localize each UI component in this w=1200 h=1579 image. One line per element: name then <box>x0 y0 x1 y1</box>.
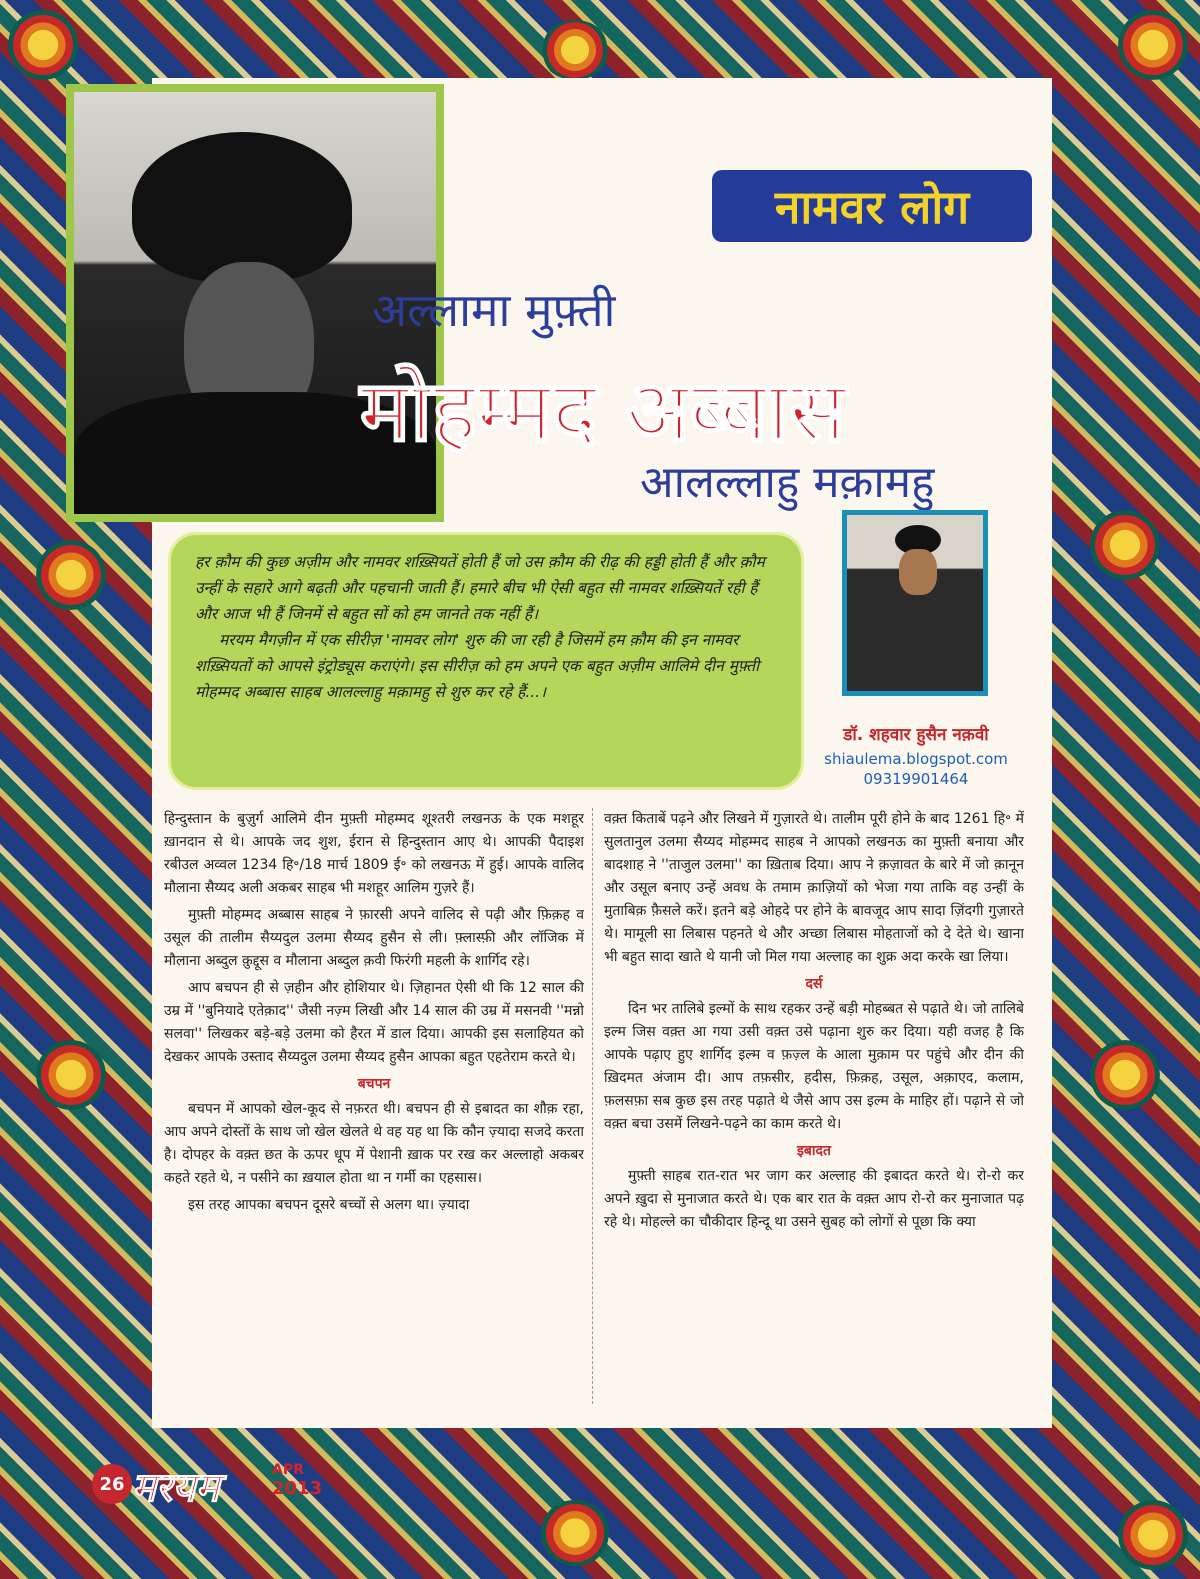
section-heading: दर्स <box>805 976 823 992</box>
author-phone: 09319901464 <box>863 770 969 788</box>
body-paragraph: दिन भर तालिबे इल्मों के साथ रहकर उन्हें बड़ी मोहब्बत से पढ़ाते थे। जो तालिबे इल्म जिस वक़्त आ गया उसी वक़्त उसे पढ़ाना शुरु कर दिया। यही वजह है कि आपके पढ़ाए हुए शार्गिद इल्म व फ़ज़्ल के आला मुक़ाम पर पहुंचे और दीन की ख़िदमत अंजाम दी। आप तफ़सीर, हदीस, फ़िक़ह, उसूल, अक़ाएद, कलाम, फ़लसफ़ा सब कुछ इस तरह पढ़ाते थे जैसे आप उस इल्म के माहिर हों। पढ़ाने से जो वक़्त बचा उसमें लिखने-पढ़ने का काम करते थे। <box>604 1001 1024 1132</box>
series-banner: नामवर लोग <box>712 170 1032 242</box>
border-flower-motif <box>1118 1500 1188 1570</box>
border-flower-motif <box>1090 510 1160 580</box>
body-paragraph: वक़्त किताबें पढ़ने और लिखने में गुज़ारते थे। तालीम पूरी होने के बाद 1261 हि॰ में सुलतानुल उलमा सैय्यद मोहम्मद साहब ने आपको लखनऊ का मुफ़्ती बनाया और बादशाह ने ''ताजुल उलमा'' का ख़िताब दिया। आप ने क़ज़ावत के बारे में जो क़ानून और उसूल बनाए उन्हें अवध के तमाम क़ाज़ियों को भेजा गया ताकि वह उन्हीं के मुताबिक़ फ़ैसले करें। इतने बड़े ओहदे पर होने के बावजूद आप सादा ज़िंदगी गुज़ारते थे। मामूली सा लिबास पहनते थे और अच्छा लिबास मोहताजों को दे देते थे। खाना भी बहुत सादा खाते थे यानी जो मिल गया अल्लाह का शुक्र अदा करके खा लिया। <box>604 811 1024 965</box>
author-name: डॉ. शहवार हुसैन नक़वी <box>843 725 989 745</box>
article-title: मोहम्मद अब्बास <box>360 362 847 460</box>
section-heading: बचपन <box>357 1076 391 1092</box>
border-flower-motif <box>540 20 610 80</box>
title-prefix: अल्लामा मुफ़्ती <box>372 283 616 337</box>
body-column-left <box>164 808 584 1408</box>
body-paragraph: हिन्दुस्तान के बुज़ुर्ग आलिमे दीन मुफ़्ती मोहम्मद शूश्तरी लखनऊ के एक मशहूर ख़ानदान से थे। आपके जद शुश, ईरान से हिन्दुस्तान आए थे। आपकी पैदाइश रबीउल अव्वल 1234 हि॰/18 मार्च 1809 ई॰ को लखनऊ में हुई। आपके वालिद मौलाना सैय्यद अली अकबर साहब भी मशहूर आलिम गुज़रे हैं। <box>164 811 584 896</box>
magazine-logo: मरयम <box>132 1465 220 1511</box>
page-number: 26 <box>92 1464 132 1504</box>
border-flower-motif <box>540 1500 610 1566</box>
title-suffix: आलल्लाहु मक़ामहु <box>640 457 935 508</box>
border-flower-motif <box>36 1040 106 1110</box>
issue-year: 2013 <box>272 1478 323 1499</box>
body-paragraph: आप बचपन ही से ज़हीन और होशियार थे। ज़िहानत ऐसी थी कि 12 साल की उम्र में ''बुनियादे एतेक़ाद'' जैसी नज़्म लिखी और 14 साल की उम्र में मसनवी ''मन्नो सलवा'' लिखकर बड़े-बड़े उलमा को हैरत में डाल दिया। आपकी इस सलाहियत को देखकर आपके उस्ताद सैय्यदुल उलमा सैय्यद हुसैन आपका बहुत एहतेराम करते थे। <box>164 980 584 1065</box>
body-paragraph: मुफ़्ती मोहम्मद अब्बास साहब ने फ़ारसी अपने वालिद से पढ़ी और फ़िक़ह व उसूल की तालीम सैय्यदुल उलमा सैय्यद हुसैन से ली। फ़्लास्फ़ी और लॉजिक में मौलाना अब्दुल क़ुद्दूस व मौलाना अब्दुल क़वी फिरंगी महली के शार्गिद रहे। <box>164 907 584 969</box>
author-photo <box>842 510 988 696</box>
border-flower-motif <box>1118 10 1188 80</box>
intro-paragraph: मरयम मैगज़ीन में एक सीरीज़ 'नामवर लोग' शुरु की जा रही है जिसमें हम क़ौम की इन नामवर शख़्सियतों को आपसे इंट्रोड्यूस कराएंगे। इस सीरीज़ को हम अपने एक बहुत अज़ीम आलिमे दीन मुफ़्ती मोहम्मद अब्बास साहब आलल्लाहु मक़ामहु से शुरु कर रहे हैं...। <box>195 631 760 701</box>
body-paragraph: इस तरह आपका बचपन दूसरे बच्चों से अलग था। ज़्यादा <box>188 1197 470 1213</box>
border-flower-motif <box>1090 1040 1160 1110</box>
section-heading: इबादत <box>797 1143 831 1159</box>
issue-month: APR <box>272 1462 304 1478</box>
column-divider <box>592 808 593 1404</box>
border-flower-motif <box>8 10 78 80</box>
intro-box <box>168 532 804 790</box>
intro-paragraph: हर क़ौम की कुछ अज़ीम और नामवर शख़्सियतें होती हैं जो उस क़ौम की रीढ़ की हड्डी होती हैं और क़ौम उन्हीं के सहारे आगे बढ़ती और पहचानी जाती हैं। हमारे बीच भी ऐसी बहुत सी नामवर शख़्सियतें रही हैं और आज भी हैं जिनमें से बहुत सों को हम जानते तक नहीं हैं। <box>195 553 765 623</box>
border-flower-motif <box>36 540 106 610</box>
body-paragraph: मुफ़्ती साहब रात-रात भर जाग कर अल्लाह की इबादत करते थे। रो-रो कर अपने ख़ुदा से मुनाजात करते थे। एक बार रात के वक़्त आप रो-रो कर मुनाजात पढ़ रहे थे। मोहल्ले का चौकीदार हिन्दू था उसने सुबह को लोगों से पूछा कि क्या <box>604 1168 1024 1230</box>
body-column-right <box>604 808 1024 1408</box>
author-blog: shiaulema.blogspot.com <box>824 750 1008 768</box>
body-paragraph: बचपन में आपको खेल-कूद से नफ़रत थी। बचपन ही से इबादत का शौक़ रहा, आप अपने दोस्तों के साथ जो खेल खेलते थे वह यह था कि कौन ज़्यादा सजदे करता है। दोपहर के वक़्त छत के ऊपर धूप में पेशानी ख़ाक पर रख कर अल्लाहो अकबर कहते रहते थे, न पसीने का ख़याल होता था न गर्मी का एहसास। <box>164 1101 584 1186</box>
